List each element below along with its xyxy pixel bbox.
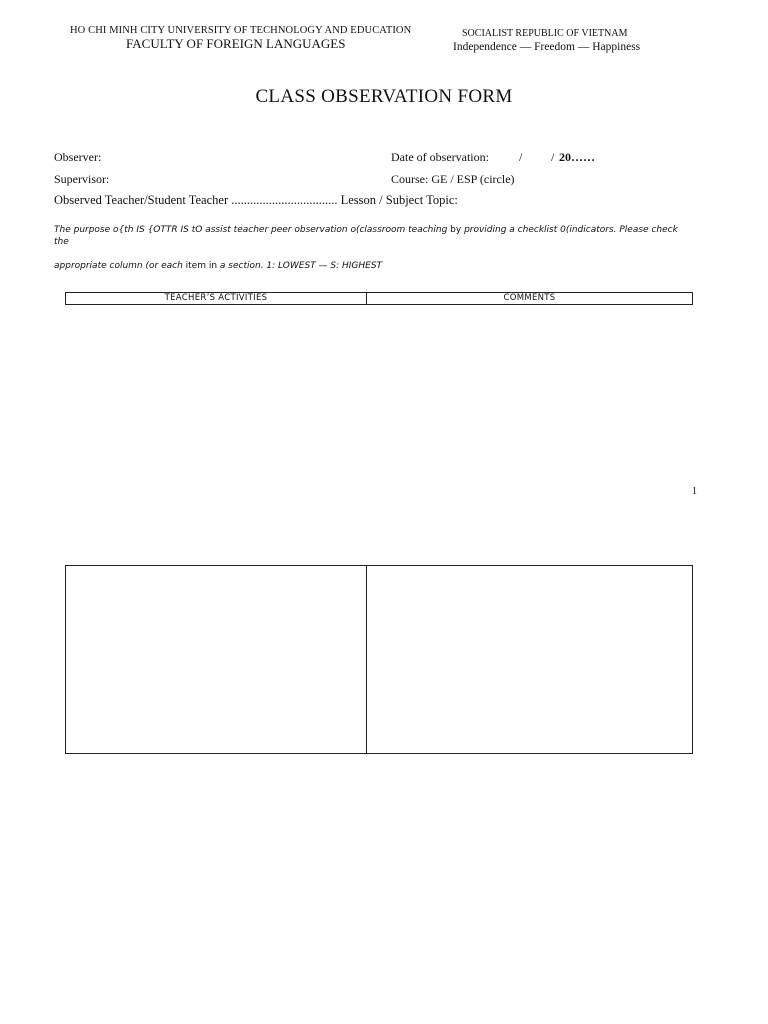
observed-teacher-label: Observed Teacher/Student Teacher .................................. Lesson / Subject Topic:: [54, 193, 458, 207]
republic-name: SOCIALIST REPUBLIC OF VIETNAM: [462, 28, 628, 39]
activities-table-header: [65, 292, 693, 305]
activities-cell: [66, 566, 367, 753]
purpose-text-c: providing a checklist 0(indicators. Please check the: [54, 225, 678, 247]
date-slash-1: /: [519, 150, 523, 164]
faculty-name: FACULTY OF FOREIGN LANGUAGES: [126, 36, 346, 51]
national-motto: Independence — Freedom — Happiness: [453, 41, 641, 53]
purpose-text-f: a section. 1: LOWEST — S: HIGHEST: [217, 261, 383, 271]
course-label: Course: GE / ESP (circle): [391, 172, 515, 186]
university-name: HO CHI MINH CITY UNIVERSITY OF TECHNOLOGY AND EDUCATION: [70, 25, 412, 36]
purpose-text-d: appropriate column (or each: [54, 261, 186, 271]
supervisor-label: Supervisor:: [54, 172, 110, 186]
date-of-observation-label: Date of observation:: [391, 150, 489, 164]
comments-cell: [367, 566, 692, 753]
observer-label: Observer:: [54, 150, 102, 164]
form-title: CLASS OBSERVATION FORM: [255, 86, 513, 107]
purpose-statement: [54, 224, 694, 248]
purpose-text-b: by: [447, 225, 465, 235]
teachers-activities-header: TEACHER’S ACTIVITIES: [66, 293, 367, 304]
comments-header: COMMENTS: [503, 293, 556, 303]
purpose-statement-continued: [54, 261, 382, 271]
page-number: 1: [692, 486, 697, 497]
activities-comments-box: [65, 565, 693, 754]
date-year: 20……: [559, 150, 595, 164]
date-slash-2: /: [551, 150, 555, 164]
purpose-text-a: The purpose o{th IS {OTTR IS tO assist teacher peer observation o(classroom teaching: [54, 225, 448, 235]
purpose-text-e: item in: [185, 261, 218, 271]
